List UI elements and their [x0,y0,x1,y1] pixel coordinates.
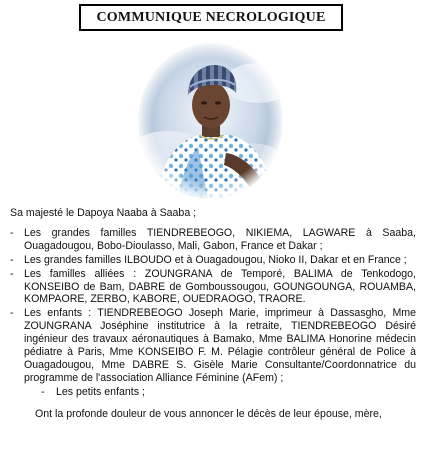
notice-title: COMMUNIQUE NECROLOGIQUE [79,4,343,31]
list-marker: - [10,253,14,266]
sub-list-marker: - [41,385,45,398]
sub-list-item [24,386,416,399]
list-item [10,307,416,398]
closing-line: Ont la profonde douleur de vous annoncer le décès de leur épouse, mère, [35,407,382,420]
list-item [10,268,416,307]
family-list [10,227,416,399]
list-item [10,254,416,267]
list-item-text: Les enfants : TIENDREBEOGO Joseph Marie, imprimeur à Dassasgho, Mme ZOUNGRANA Joséphine institutrice à la retraite, TIENDREBEOGO Désiré ingénieur des travaux aéronautiques à Bamako, Mme BALIMA Honorine médecin pédiatre à Paris, Mme KONSEIBO F. M. Pélagie contrôleur général de Police à Ouagadougou, Mme DABRE S. Gisèle Marie Consultante/Coordonnatrice du programme de l'association Alliance Féminine (AFem) ; [24,307,416,384]
list-item-text: Les familles alliées : ZOUNGRANA de Temporé, BALIMA de Tenkodogo, KONSEIBO de Bam, DABRE de Gomboussougou, GOUNGOUNGA, ROUAMBA, KOMPAORE, ZERBO, KABORE, OUEDRAOGO, TRAORE. [24,267,416,306]
list-item-text: Les grandes familles ILBOUDO et à Ouagadougou, Nioko II, Dakar et en France ; [24,253,407,266]
list-item-text: Les grandes familles TIENDREBEOGO, NIKIEMA, LAGWARE à Saaba, Ouagadougou, Bobo-Dioulasso, Mali, Gabon, France et Dakar ; [24,226,416,252]
list-marker: - [10,226,14,239]
portrait-image [138,43,283,199]
list-marker: - [10,267,14,280]
intro-line: Sa majesté le Dapoya Naaba à Saaba ; [10,207,197,219]
portrait-photo [138,43,283,199]
notice-body [10,207,416,421]
sub-list-item-text: Les petits enfants ; [56,385,145,398]
list-marker: - [10,307,14,320]
list-item [10,227,416,253]
